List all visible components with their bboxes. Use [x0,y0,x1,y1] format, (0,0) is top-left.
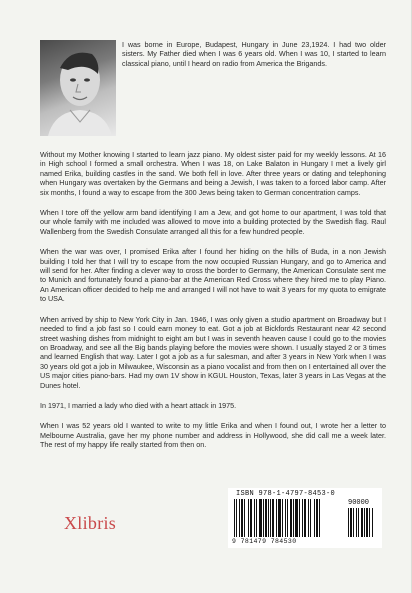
barcode-bar [256,499,257,537]
barcode-bar [263,499,264,537]
barcode-bar [348,508,349,537]
barcode-bar [302,499,303,537]
barcode-bar [364,508,365,537]
barcode-bar [372,508,373,537]
barcode-bar [250,499,252,537]
barcode-bar [316,499,318,537]
barcode-bar [366,508,368,537]
barcode-bar [310,499,311,537]
bio-paragraph: Without my Mother knowing I started to learn jazz piano. My oldest sister paid for my weekly lessons. At 16 in High school I formed a small orchestra. When I was 18, on Lake Balaton in Hungary I met a lively girl named Erika, building castles in the sand. We both fell in love. After three years or dating and telephoning when Hungary was overtaken by the Germans and being a Jewish, I was taken to a forced labor camp. After six months, I found a way to escape from the 300 Jews being taken to German concentration camps. [40,150,386,197]
bio-paragraph: When arrived by ship to New York City in Jan. 1946, I was only given a studio apartment on Broadway but I needed to find a job fast so I could earn money to eat. Got a job at Bickfords Restaurant near 42 second street washing dishes from midnight to eight am but I was in seventh heaven cause I could go to the movies on Broadway, and see all the Big bands playing before the movies were shown. I usually stayed 2 or 3 times and learned English that way. Later I got a job as a fur salesman, and after 3 years in New York when I was 30 years old got a job in Milwaukee, Wisconsin as a piano vocalist and from then on I entertained all over the US major cities piano-bars. Had my own 1V show in KGUL Houston, Texas, later 3 years in Las Vegas at the Dunes hotel. [40,314,386,390]
barcode-bar [270,499,271,537]
barcode-bar [244,499,245,537]
addon-barcode-bars [348,508,378,537]
barcode-bar [356,508,357,537]
barcode-bar [259,499,262,537]
barcode-bar [287,499,288,537]
isbn-barcode [228,488,382,548]
barcode-bar [241,499,243,537]
bio-paragraph: When the war was over, I promised Erika after I found her hiding on the hills of Buda, in a non Jewish building I told her that I will try to escape from the now occupied Russian Hungary, and go to America and will send for her. After finding a clever way to cross the border to Germany, the American Consulate sent me to Munich and fortunately found a piano-bar at the American Red Cross where they hired me to play Piano. An American officer decided to help me and arranged I will not have to wait 3 years for my quota to emigrate to USA. [40,247,386,304]
barcode-bar [272,499,274,537]
bio-paragraph: I was borne in Europe, Budapest, Hungary in June 23,1924. I had two older sisters. My Father died when I was 6 years old. When I was 10, I started to learn classical piano, until I heard on radio from America the Brigands. [122,40,386,68]
barcode-bar [290,499,292,537]
barcode-bar [282,499,283,537]
ean-barcode-bars [234,499,342,537]
bio-paragraph: When I was 52 years old I wanted to write to my little Erika and when I found out, I wrote her a letter to Melbourne Australia, gave her my phone number and address in Hollywood, she did call me a week later. The rest of my happy life really started from then on. [40,421,386,450]
barcode-bar [248,499,249,537]
barcode-bar [314,499,315,537]
barcode-bar [234,499,235,537]
barcode-bar [265,499,267,537]
barcode-digits: 9 781479 784530 [232,538,297,545]
barcode-bar [285,499,286,537]
barcode-bar [358,508,359,537]
barcode-bar [276,499,277,537]
price-code: 90000 [348,499,370,507]
barcode-bar [299,499,300,537]
author-biography [40,40,386,461]
barcode-bar [295,499,298,537]
barcode-bar [369,508,370,537]
barcode-bar [278,499,281,537]
barcode-bar [236,499,237,537]
publisher-logo: Xlibris [64,513,117,533]
barcode-bar [268,499,269,537]
barcode-bar [293,499,294,537]
barcode-bar [239,499,240,537]
bio-paragraph: When I tore off the yellow arm band identifying I am a Jew, and got home to our apartment, I was told that our whole family with me included was allowed to move into a building protected by the Swedish flag. Raul Wallenberg from the Swedish Consulate arranged all this for a few hundred people. [40,208,386,236]
barcode-bar [304,499,306,537]
isbn-label: ISBN 978-1-4797-8453-0 [236,490,336,498]
barcode-bar [353,508,354,537]
barcode-bar [308,499,309,537]
barcode-bar [254,499,255,537]
barcode-bar [350,508,352,537]
barcode-bar [319,499,320,537]
barcode-bar [361,508,363,537]
bio-paragraph: In 1971, I married a lady who died with a heart attack in 1975. [40,400,237,410]
